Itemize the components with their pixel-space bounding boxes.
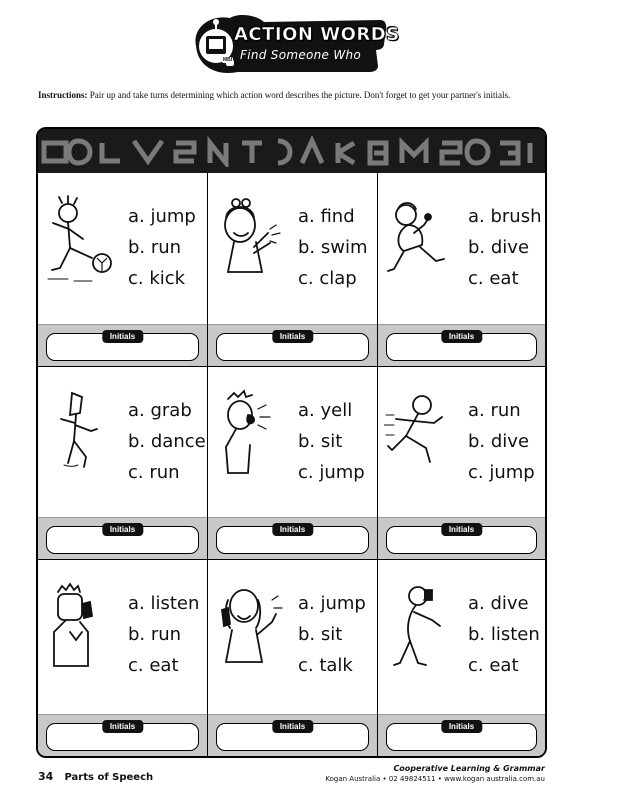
initials-bar [38,517,207,559]
instructions [38,90,558,101]
initials-bar [378,324,545,366]
answer-choices [128,395,206,488]
cell-clap [208,173,378,367]
instructions-label: Instructions: [38,90,88,100]
choice-b: b. dive [468,237,530,258]
cell-run [378,367,545,560]
page-number: 34 [38,770,54,783]
choice-c: c. kick [128,268,186,289]
logo-subtitle: Find Someone Who [240,48,362,62]
publisher-info: Kogan Australia • 02 49824511 • www.kogan australia.com.au [325,775,545,783]
initials-label: Initials [272,720,313,733]
choice-a: a. dive [468,593,529,614]
choice-c: c. clap [298,268,357,289]
choice-a: a. grab [128,400,192,421]
answer-choices [468,201,542,294]
logo-badge-tag: MBI [223,57,233,63]
decorative-banner [38,129,545,173]
initials-label: Initials [102,330,143,343]
choice-a: a. jump [298,593,366,614]
choice-a: a. find [298,206,355,227]
cell-eat [378,173,545,367]
initials-label: Initials [102,523,143,536]
choice-b: b. run [128,237,182,258]
answer-choices [298,588,366,681]
choice-b: b. sit [298,624,343,645]
choice-b: b. swim [298,237,368,258]
letter-pattern-icon [38,129,545,173]
child-eating-icon [384,191,456,291]
cell-dance [38,367,208,560]
initials-label: Initials [441,720,482,733]
figure-dancing-icon [44,385,116,485]
initials-label: Initials [272,523,313,536]
initials-bar [38,324,207,366]
initials-bar [378,714,545,756]
boy-running-icon [384,385,456,485]
answer-choices [298,395,365,488]
answer-choices [128,588,199,681]
instructions-text: Pair up and take turns determining which action word describes the picture. Don't forget to get your partner's initials. [87,90,511,100]
girl-talking-on-phone-icon [214,578,286,678]
cell-kick [38,173,208,367]
choice-a: a. yell [298,400,353,421]
choice-a: a. listen [128,593,200,614]
choice-c: c. jump [298,462,365,483]
figure-listening-icon [384,578,456,678]
choice-c: c. eat [128,655,179,676]
action-words-logo [188,10,400,76]
initials-bar [208,324,377,366]
choice-c: c. run [128,462,180,483]
choice-b: b. sit [298,431,343,452]
girl-clapping-icon [214,191,286,291]
logo-title: ACTION WORDS [234,24,400,45]
initials-label: Initials [441,523,482,536]
worksheet-grid [36,127,547,758]
answer-choices [298,201,368,294]
answer-choices [468,395,535,488]
choice-a: a. jump [128,206,196,227]
choice-b: b. dive [468,431,530,452]
initials-bar [38,714,207,756]
initials-bar [378,517,545,559]
initials-label: Initials [102,720,143,733]
choice-c: c. eat [468,268,519,289]
choice-a: a. run [468,400,521,421]
choice-c: c. jump [468,462,535,483]
choice-c: c. eat [468,655,519,676]
answer-choices [468,588,540,681]
choice-b: b. run [128,624,182,645]
choice-c: c. talk [298,655,353,676]
cell-listen [38,560,208,756]
cell-listen-2 [378,560,545,756]
boy-yelling-icon [214,385,286,485]
section-title: Parts of Speech [64,772,154,783]
answer-choices [128,201,196,294]
cell-yell [208,367,378,560]
footer-page-info [38,770,153,783]
initials-label: Initials [272,330,313,343]
choice-b: b. listen [468,624,540,645]
choice-b: b. dance [128,431,206,452]
initials-label: Initials [441,330,482,343]
book-title: Cooperative Learning & Grammar [393,764,545,773]
boy-on-phone-icon [44,578,116,678]
initials-bar [208,714,377,756]
initials-bar [208,517,377,559]
choice-a: a. brush [468,206,542,227]
boy-kicking-ball-icon [44,191,116,291]
cell-talk [208,560,378,756]
